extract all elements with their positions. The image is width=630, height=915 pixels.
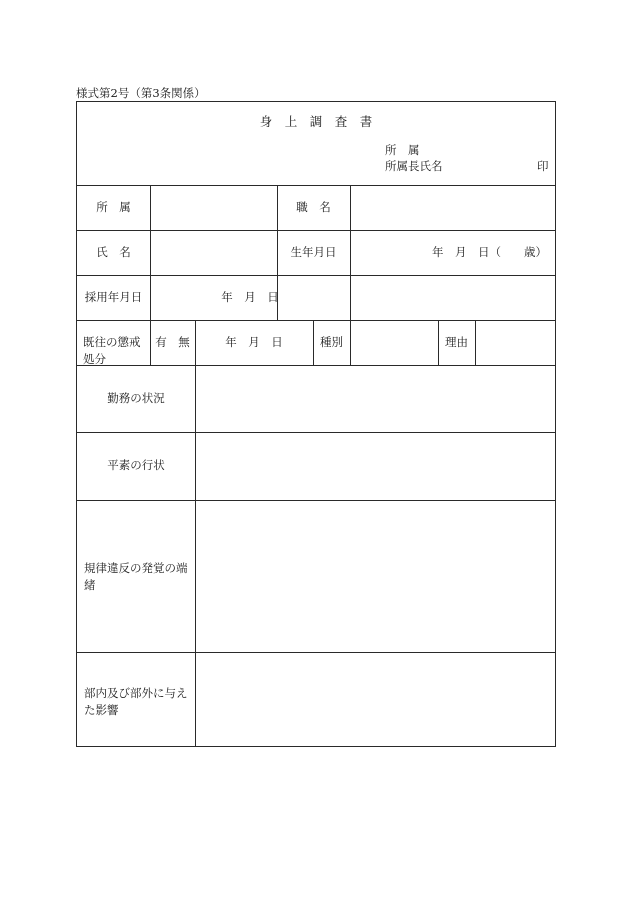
form-number-label: 様式第2号（第3条関係） [76, 86, 206, 100]
work-status-label: 勤務の状況 [107, 391, 165, 405]
daily-conduct-label: 平素の行状 [107, 458, 165, 472]
violation-discovery-label: 規律違反の発覚の端緒 [84, 561, 188, 592]
birth-date-label: 生年月日 [290, 245, 337, 259]
discipline-date-value: 年 月 日 [225, 335, 283, 349]
rule [475, 320, 476, 365]
rule [77, 500, 555, 501]
personal-investigation-form [76, 101, 556, 747]
birth-date-value: 年 月 日（ 歳） [432, 245, 547, 259]
department-head-label: 所属長氏名 [385, 159, 443, 173]
rule [350, 185, 351, 320]
form-title: 身 上 調 査 書 [259, 114, 373, 129]
rule [77, 320, 555, 321]
discipline-kind-label: 種別 [320, 335, 343, 349]
discipline-reason-label: 理由 [445, 335, 468, 349]
hire-date-value: 年 月 日 [221, 290, 279, 304]
presence-toggle-label: 有 無 [155, 335, 190, 349]
rule [195, 320, 196, 746]
name-row-label: 氏 名 [96, 245, 131, 259]
job-title-label: 職 名 [296, 200, 331, 214]
rule [77, 652, 555, 653]
department-label: 所 属 [385, 143, 420, 157]
rule [77, 185, 555, 186]
rule [77, 275, 555, 276]
prior-discipline-label: 既往の懲戒処分 [83, 335, 141, 366]
rule [350, 320, 351, 365]
rule [77, 365, 555, 366]
department-row-label: 所 属 [96, 200, 131, 214]
seal-mark: 印 [537, 159, 549, 173]
rule [77, 230, 555, 231]
impact-label: 部内及び部外に与えた影響 [84, 686, 188, 717]
hire-date-label: 採用年月日 [84, 290, 143, 304]
rule [77, 432, 555, 433]
